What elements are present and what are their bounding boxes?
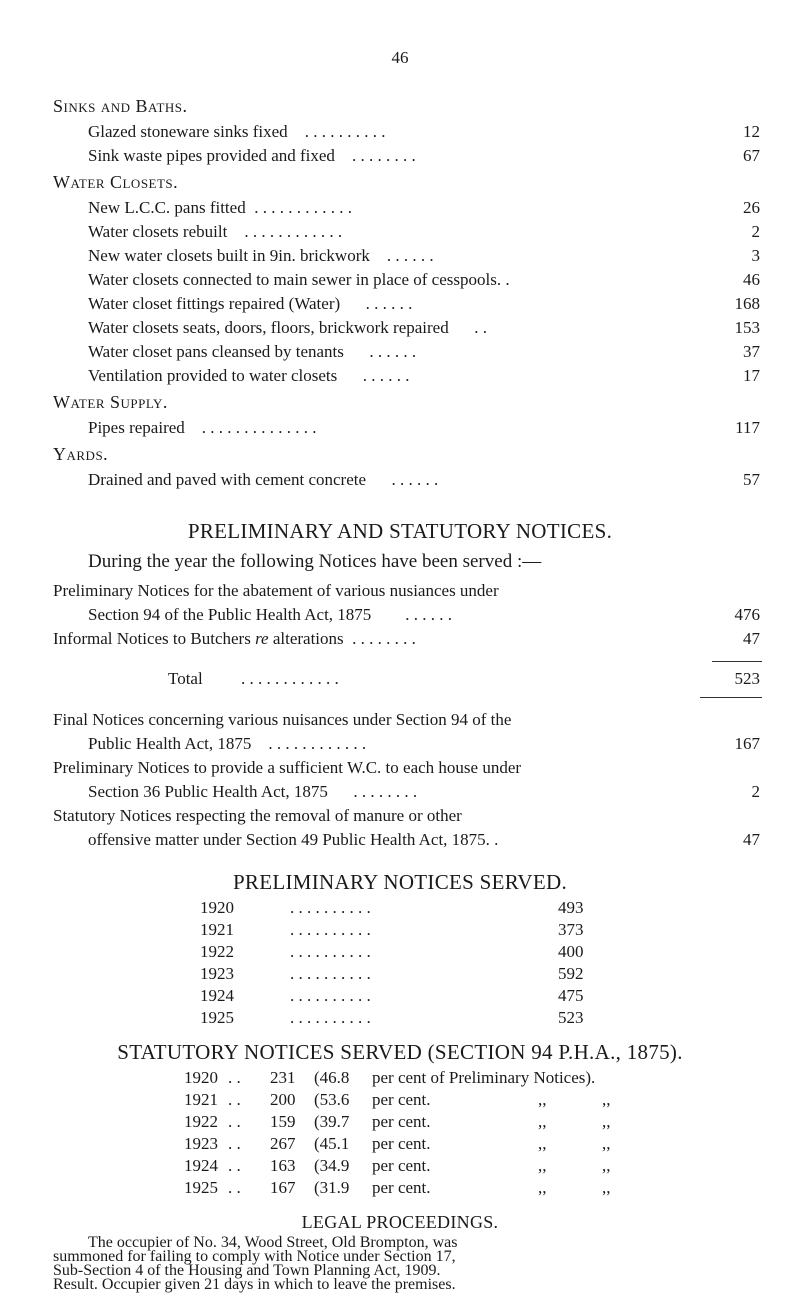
value-wc: 2 [751,782,760,801]
stat-ditto-1: ,, [538,1156,547,1175]
prelim-count: 493 [558,898,584,917]
item-glazed-sinks: Glazed stoneware sinks fixed . . . . . . . . . . [88,122,386,141]
total-rule [712,661,762,662]
stat-ditto-2: ,, [602,1090,611,1109]
total-rule-bottom [700,697,762,698]
prelim-count: 400 [558,942,584,961]
stat-ditto-2: ,, [602,1112,611,1131]
stat-ditto-1: ,, [538,1112,547,1131]
value-final: 167 [734,734,760,753]
prelim-year: 1924 [200,986,234,1005]
stat-percent: (31.9 [314,1178,350,1197]
item-wc-sewer: Water closets connected to main sewer in place of cesspools. . [88,270,510,289]
prelim-year: 1921 [200,920,234,939]
stat-count: 231 [270,1068,296,1087]
stat-ditto-2: ,, [602,1156,611,1175]
item-lcc-pans: New L.C.C. pans fitted . . . . . . . . . . . . [88,198,352,217]
value-sink-waste: 67 [743,146,760,165]
stat-percent: (34.9 [314,1156,350,1175]
final-line-2: Public Health Act, 1875 . . . . . . . . . . . . [88,734,367,753]
item-wc-pans-cleansed: Water closet pans cleansed by tenants . . . . . . [88,342,417,361]
stat-ditto-2: ,, [602,1134,611,1153]
prelim-count: 475 [558,986,584,1005]
heading-water-supply: Water Supply. [53,392,168,412]
stat-count: 267 [270,1134,296,1153]
stat-ditto-1: ,, [538,1090,547,1109]
prelim-year: 1920 [200,898,234,917]
heading-yards: Yards. [53,444,109,464]
page-number: 46 [391,48,409,67]
stat-count: 159 [270,1112,296,1131]
wc-line-1: Preliminary Notices to provide a sufficient W.C. to each house under [53,758,522,777]
stat-text: per cent. [372,1090,431,1109]
stat-percent: (39.7 [314,1112,350,1131]
value-new-wc: 3 [751,246,760,265]
notices-title: PRELIMINARY AND STATUTORY NOTICES. [187,519,613,543]
stat-text: per cent. [372,1112,431,1131]
stat-dots: . . [228,1068,241,1087]
stat-line-2: offensive matter under Section 49 Public Health Act, 1875. . [88,830,499,849]
stat-text: per cent. [372,1156,431,1175]
stat-year: 1921 [184,1090,218,1109]
heading-sinks-baths: Sinks and Baths. [53,96,188,116]
stat-year: 1923 [184,1134,218,1153]
value-pipes-repaired: 117 [735,418,760,437]
prelim-leader: . . . . . . . . . . [290,1008,371,1027]
value-yards-drained: 57 [743,470,760,489]
stat-percent: (46.8 [314,1068,350,1087]
item-sink-waste: Sink waste pipes provided and fixed . . . . . . . . [88,146,416,165]
item-wc-fittings: Water closet fittings repaired (Water) . . . . . . [88,294,413,313]
stat-count: 163 [270,1156,296,1175]
value-wc-fittings: 168 [734,294,760,313]
stat-text: per cent. [372,1134,431,1153]
item-ventilation: Ventilation provided to water closets . . . . . . [88,366,410,385]
stat-dots: . . [228,1134,241,1153]
stat-count: 167 [270,1178,296,1197]
prelim-count: 523 [558,1008,584,1027]
value-stat: 47 [743,830,760,849]
final-line-1: Final Notices concerning various nuisances under Section 94 of the [53,710,512,729]
stat-percent: (45.1 [314,1134,350,1153]
item-pipes-repaired: Pipes repaired . . . . . . . . . . . . . . [88,418,317,437]
item-wc-rebuilt: Water closets rebuilt . . . . . . . . . . . . [88,222,343,241]
stat-count: 200 [270,1090,296,1109]
value-prelim: 476 [734,605,760,624]
legal-line-1: The occupier of No. 34, Wood Street, Old Brompton, was [88,1234,458,1251]
prelim-leader: . . . . . . . . . . [290,942,371,961]
prelim-line-2: Section 94 of the Public Health Act, 1875 . . . . . . [88,605,453,624]
prelim-year: 1923 [200,964,234,983]
item-yards-drained: Drained and paved with cement concrete . . . . . . [88,470,439,489]
stat-year: 1925 [184,1178,218,1197]
total-label: Total . . . . . . . . . . . . [168,669,339,688]
stat-text: per cent of Preliminary Notices). [372,1068,596,1087]
stat-dots: . . [228,1178,241,1197]
prelim-count: 373 [558,920,584,939]
prelim-leader: . . . . . . . . . . [290,986,371,1005]
stat-percent: (53.6 [314,1090,350,1109]
prelim-line-1: Preliminary Notices for the abatement of various nusiances under [53,581,499,600]
prelim-served-title: PRELIMINARY NOTICES SERVED. [232,870,568,894]
value-wc-rebuilt: 2 [751,222,760,241]
prelim-leader: . . . . . . . . . . [290,920,371,939]
stat-year: 1920 [184,1068,218,1087]
wc-line-2: Section 36 Public Health Act, 1875 . . . . . . . . [88,782,418,801]
prelim-leader: . . . . . . . . . . [290,898,371,917]
notices-intro: During the year the following Notices have been served :— [88,551,542,572]
statutory-served-title: STATUTORY NOTICES SERVED (SECTION 94 P.H.A., 1875). [117,1040,683,1064]
stat-year: 1922 [184,1112,218,1131]
stat-ditto-1: ,, [538,1134,547,1153]
stat-line-1: Statutory Notices respecting the removal of manure or other [53,806,462,825]
prelim-count: 592 [558,964,584,983]
heading-water-closets: Water Closets. [53,172,179,192]
item-new-wc: New water closets built in 9in. brickwork . . . . . . [88,246,434,265]
value-informal: 47 [743,629,760,648]
stat-ditto-2: ,, [602,1178,611,1197]
item-wc-seats: Water closets seats, doors, floors, brickwork repaired . . [88,318,487,337]
stat-dots: . . [228,1112,241,1131]
value-total: 523 [734,669,760,688]
value-lcc-pans: 26 [743,198,760,217]
informal-notices: Informal Notices to Butchers re alterations . . . . . . . . [53,629,416,648]
prelim-year: 1922 [200,942,234,961]
value-wc-sewer: 46 [743,270,760,289]
prelim-leader: . . . . . . . . . . [290,964,371,983]
value-ventilation: 17 [743,366,760,385]
legal-line-4: Result. Occupier given 21 days in which to leave the premises. [53,1276,456,1293]
prelim-year: 1925 [200,1008,234,1027]
value-wc-pans-cleansed: 37 [743,342,760,361]
stat-dots: . . [228,1090,241,1109]
legal-title: LEGAL PROCEEDINGS. [301,1212,499,1232]
stat-dots: . . [228,1156,241,1175]
value-wc-seats: 153 [734,318,760,337]
legal-line-3: Sub-Section 4 of the Housing and Town Planning Act, 1909. [53,1262,441,1279]
stat-text: per cent. [372,1178,431,1197]
stat-year: 1924 [184,1156,218,1175]
legal-line-2: summoned for failing to comply with Notice under Section 17, [53,1248,456,1265]
value-glazed-sinks: 12 [743,122,760,141]
stat-ditto-1: ,, [538,1178,547,1197]
